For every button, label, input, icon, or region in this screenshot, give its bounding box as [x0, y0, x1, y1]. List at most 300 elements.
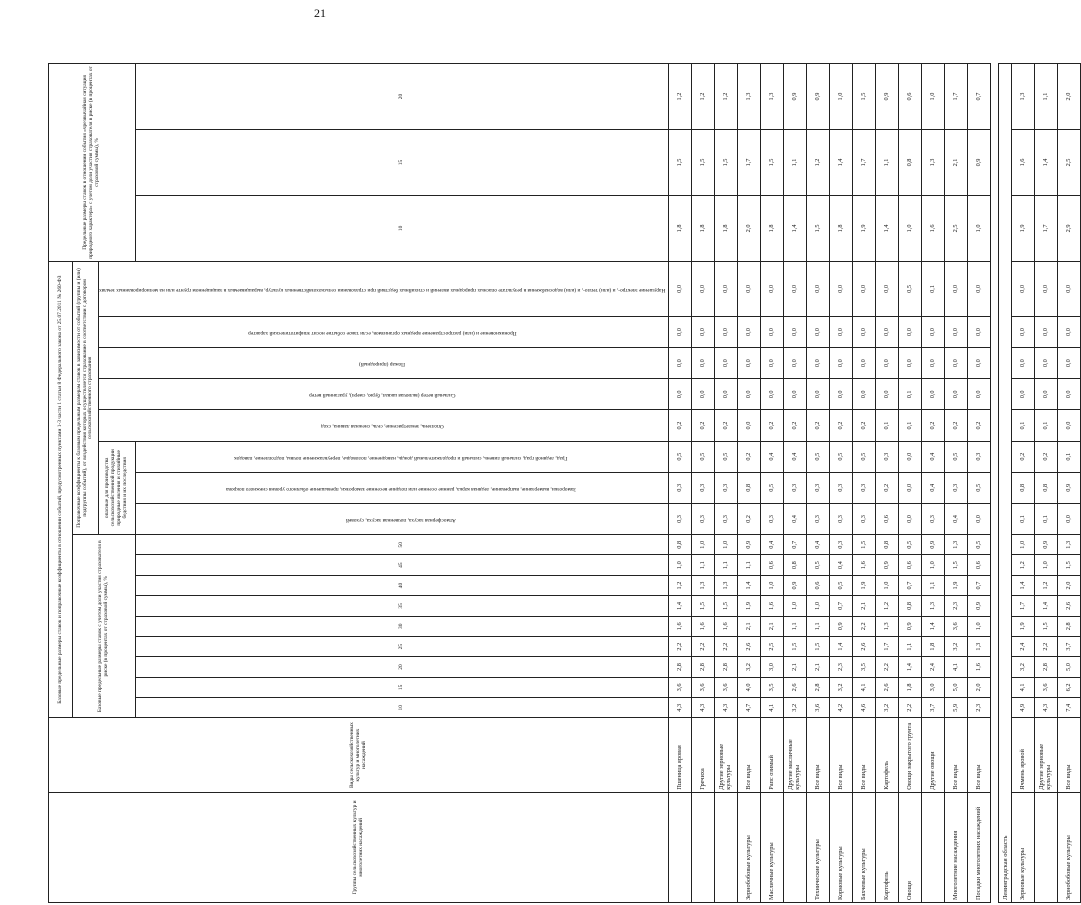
special-pct-header: 20 — [136, 64, 669, 130]
base-rate-cell: 2,4 — [1012, 636, 1035, 656]
special-rate-cell: 0,9 — [876, 64, 899, 130]
special-rate-cell: 1,8 — [669, 195, 692, 261]
base-rate-cell: 1,4 — [1035, 596, 1058, 616]
base-rate-cell: 4,1 — [853, 677, 876, 697]
header-special: Предельные размеры ставок в отношении события «чрезвычайная ситуация природного характера» с учетом доли участия страхователя в риске (в процентах от страховой суммы), % — [49, 64, 136, 262]
base-rate-cell: 1,5 — [784, 636, 807, 656]
base-rate-cell: 0,6 — [807, 575, 830, 595]
coefficient-cell: 0,0 — [922, 316, 945, 347]
coefficient-cell: 0,0 — [761, 316, 784, 347]
row-group — [922, 792, 945, 902]
pct-header: 35 — [136, 596, 669, 616]
special-rate-cell: 2,1 — [945, 130, 968, 196]
coefficient-cell: 0,0 — [899, 348, 922, 379]
coefficient-cell: 0,0 — [1035, 348, 1058, 379]
coefficient-cell: 0,1 — [922, 261, 945, 316]
base-rate-cell: 2,8 — [1058, 616, 1081, 636]
coefficient-cell: 0,0 — [692, 316, 715, 347]
base-rate-cell: 0,4 — [807, 535, 830, 555]
base-rate-cell: 2,1 — [853, 596, 876, 616]
coefficient-cell: 0,3 — [807, 503, 830, 534]
coefficient-cell: 0,0 — [830, 261, 853, 316]
special-rate-cell: 1,1 — [876, 130, 899, 196]
base-rate-cell: 3,2 — [830, 677, 853, 697]
base-rate-cell: 2,5 — [761, 636, 784, 656]
coefficient-cell: 0,3 — [830, 472, 853, 503]
base-rate-cell: 0,9 — [738, 535, 761, 555]
table-row — [784, 64, 807, 903]
coefficient-cell: 0,0 — [830, 348, 853, 379]
base-rate-cell: 1,3 — [1058, 535, 1081, 555]
coefficient-cell: 0,2 — [784, 410, 807, 441]
pct-header: 40 — [136, 575, 669, 595]
region-row — [999, 64, 1012, 903]
base-rate-cell: 1,0 — [715, 535, 738, 555]
base-rate-cell: 1,9 — [853, 575, 876, 595]
coefficient-cell: 0,0 — [968, 348, 991, 379]
coefficient-cell: 0,0 — [853, 379, 876, 410]
coef-header-4: Оползень, землетрясение, сель, снежная лавина, сход — [320, 423, 444, 430]
coefficient-cell: 0,0 — [784, 348, 807, 379]
base-rate-cell: 0,8 — [669, 535, 692, 555]
coefficient-cell: 0,0 — [853, 261, 876, 316]
base-rate-cell: 2,2 — [715, 636, 738, 656]
base-rate-cell: 3,6 — [1035, 677, 1058, 697]
coefficient-cell: 0,4 — [761, 441, 784, 472]
base-rate-cell: 1,4 — [1012, 575, 1035, 595]
base-rate-cell: 2,8 — [715, 657, 738, 677]
table-row — [669, 64, 692, 903]
coefficient-cell: 0,0 — [738, 316, 761, 347]
coefficient-cell: 0,2 — [738, 441, 761, 472]
row-crop: Все виды — [807, 718, 830, 792]
coefficient-cell: 0,0 — [669, 379, 692, 410]
coefficient-cell: 0,0 — [945, 261, 968, 316]
special-rate-cell: 2,0 — [738, 195, 761, 261]
base-rate-cell: 3,6 — [945, 616, 968, 636]
coefficient-cell: 0,3 — [807, 472, 830, 503]
region-title: Ленинградская область — [999, 64, 1012, 903]
base-rate-cell: 1,4 — [830, 636, 853, 656]
coefficient-cell: 0,0 — [715, 348, 738, 379]
base-rate-cell: 0,9 — [876, 555, 899, 575]
special-rate-cell: 1,4 — [830, 130, 853, 196]
row-crop: Все виды — [945, 718, 968, 792]
coefficient-cell: 0,0 — [899, 472, 922, 503]
coefficient-cell: 0,1 — [1012, 410, 1035, 441]
base-rate-cell: 6,2 — [1058, 677, 1081, 697]
base-rate-cell: 3,6 — [807, 698, 830, 718]
base-rate-cell: 0,5 — [830, 575, 853, 595]
base-rate-cell: 4,3 — [1035, 698, 1058, 718]
special-rate-cell: 0,9 — [968, 130, 991, 196]
table-row — [1035, 64, 1058, 903]
base-rate-cell: 2,0 — [1058, 575, 1081, 595]
coefficient-cell: 0,1 — [1012, 503, 1035, 534]
base-rate-cell: 2,2 — [669, 636, 692, 656]
table-body — [669, 64, 1081, 903]
base-rate-cell: 1,4 — [669, 596, 692, 616]
row-crop: Все виды — [853, 718, 876, 792]
coefficient-cell: 0,0 — [922, 348, 945, 379]
coefficient-cell: 0,0 — [1035, 261, 1058, 316]
base-rate-cell: 2,2 — [899, 698, 922, 718]
base-rate-cell: 0,8 — [784, 555, 807, 575]
coefficient-cell: 0,0 — [922, 379, 945, 410]
special-rate-cell: 1,4 — [876, 195, 899, 261]
coefficient-cell: 0,2 — [1035, 441, 1058, 472]
base-rate-cell: 1,2 — [1035, 575, 1058, 595]
coefficient-cell: 0,5 — [692, 441, 715, 472]
row-crop: Гречиха — [692, 718, 715, 792]
base-rate-cell: 0,5 — [899, 535, 922, 555]
special-rate-cell: 1,3 — [1012, 64, 1035, 130]
base-rate-cell: 1,3 — [715, 575, 738, 595]
base-rate-cell: 2,2 — [853, 616, 876, 636]
base-rate-cell: 2,8 — [807, 677, 830, 697]
base-rate-cell: 1,0 — [807, 596, 830, 616]
coefficient-cell: 0,0 — [1058, 410, 1081, 441]
coefficient-cell: 0,0 — [1058, 348, 1081, 379]
coefficient-cell: 0,0 — [968, 379, 991, 410]
table-row — [899, 64, 922, 903]
base-rate-cell: 0,9 — [922, 535, 945, 555]
base-rate-cell: 3,6 — [715, 677, 738, 697]
base-rate-cell: 2,3 — [945, 596, 968, 616]
coefficient-cell: 0,2 — [945, 410, 968, 441]
base-rate-cell: 4,0 — [738, 677, 761, 697]
special-rate-cell: 2,0 — [1058, 64, 1081, 130]
coefficient-cell: 0,1 — [1035, 410, 1058, 441]
base-rate-cell: 4,3 — [669, 698, 692, 718]
base-rate-cell: 1,6 — [853, 555, 876, 575]
special-rate-cell: 1,4 — [1035, 130, 1058, 196]
row-crop: Все виды — [738, 718, 761, 792]
base-rate-cell: 1,6 — [715, 616, 738, 636]
base-rate-cell: 1,6 — [692, 616, 715, 636]
coefficient-cell: 0,3 — [669, 472, 692, 503]
base-rate-cell: 0,6 — [899, 555, 922, 575]
row-group: Зернобобовые культуры — [738, 792, 761, 902]
base-rate-cell: 2,2 — [876, 657, 899, 677]
special-rate-cell: 1,1 — [784, 130, 807, 196]
coefficient-cell: 0,0 — [784, 316, 807, 347]
coefficient-cell: 0,0 — [853, 348, 876, 379]
base-rate-cell: 3,7 — [922, 698, 945, 718]
coefficient-cell: 0,0 — [669, 348, 692, 379]
table-row — [761, 64, 784, 903]
coef-header-1: Атмосферная засуха, почвенная засуха, суховей — [345, 516, 456, 523]
table-row — [1012, 64, 1035, 903]
base-rate-cell: 0,4 — [761, 535, 784, 555]
special-rate-cell: 1,9 — [1012, 195, 1035, 261]
base-rate-cell: 2,1 — [738, 616, 761, 636]
special-rate-cell: 1,9 — [853, 195, 876, 261]
coefficient-cell: 0,2 — [830, 410, 853, 441]
base-rate-cell: 4,9 — [1012, 698, 1035, 718]
coefficient-cell: 0,5 — [715, 441, 738, 472]
coefficient-cell: 0,5 — [761, 472, 784, 503]
coefficient-cell: 0,0 — [1035, 379, 1058, 410]
coefficient-cell: 0,0 — [807, 316, 830, 347]
coefficient-cell: 0,0 — [876, 348, 899, 379]
coef-header-6: Пожар (природный) — [359, 361, 406, 368]
coefficient-cell: 0,1 — [876, 410, 899, 441]
row-group: Многолетние насаждения — [945, 792, 968, 902]
base-rate-cell: 0,5 — [807, 555, 830, 575]
base-rate-cell: 0,7 — [784, 535, 807, 555]
base-rate-cell: 1,7 — [876, 636, 899, 656]
base-rate-cell: 2,2 — [692, 636, 715, 656]
row-group — [784, 792, 807, 902]
coefficient-cell: 0,0 — [899, 503, 922, 534]
coefficient-cell: 0,3 — [853, 472, 876, 503]
base-rate-cell: 1,5 — [945, 555, 968, 575]
header-base-rates: Базовые предельные размеры ставок с учетом доли участия страхователя в риске (в процентах от страховой суммы), % — [73, 535, 136, 718]
special-pct-header: 15 — [136, 130, 669, 196]
base-rate-cell: 2,3 — [830, 657, 853, 677]
base-rate-cell: 2,3 — [968, 698, 991, 718]
table-row — [830, 64, 853, 903]
base-rate-cell: 0,4 — [830, 555, 853, 575]
coefficient-cell: 0,5 — [899, 261, 922, 316]
row-crop: Пшеница яровая — [669, 718, 692, 792]
base-rate-cell: 0,9 — [830, 616, 853, 636]
special-rate-cell: 1,2 — [807, 130, 830, 196]
base-rate-cell: 1,3 — [876, 616, 899, 636]
coefficient-cell: 0,1 — [1035, 503, 1058, 534]
table-row — [1058, 64, 1081, 903]
coefficient-cell: 0,5 — [968, 472, 991, 503]
base-rate-cell: 0,9 — [784, 575, 807, 595]
coefficient-cell: 0,0 — [692, 261, 715, 316]
base-rate-cell: 1,4 — [899, 657, 922, 677]
coefficient-cell: 0,0 — [669, 316, 692, 347]
base-rate-cell: 2,8 — [692, 657, 715, 677]
base-rate-cell: 2,2 — [1035, 636, 1058, 656]
special-rate-cell: 1,7 — [945, 64, 968, 130]
special-rate-cell: 1,5 — [692, 130, 715, 196]
coefficient-cell: 0,2 — [1012, 441, 1035, 472]
table-row — [876, 64, 899, 903]
special-rate-cell: 2,5 — [945, 195, 968, 261]
coefficient-cell: 0,0 — [876, 316, 899, 347]
base-rate-cell: 1,5 — [715, 596, 738, 616]
coefficient-cell: 0,0 — [968, 261, 991, 316]
row-crop: Ячмень яровой — [1012, 718, 1035, 792]
base-rate-cell: 1,7 — [1012, 596, 1035, 616]
special-rate-cell: 1,0 — [830, 64, 853, 130]
special-rate-cell: 1,5 — [761, 130, 784, 196]
row-crop: Картофель — [876, 718, 899, 792]
special-rate-cell: 1,0 — [968, 195, 991, 261]
base-rate-cell: 1,1 — [715, 555, 738, 575]
base-rate-cell: 1,5 — [692, 596, 715, 616]
coefficient-cell: 0,8 — [1035, 472, 1058, 503]
base-rate-cell: 4,7 — [738, 698, 761, 718]
coefficient-cell: 0,4 — [784, 503, 807, 534]
coefficient-cell: 0,0 — [738, 261, 761, 316]
coefficient-cell: 0,6 — [876, 503, 899, 534]
row-group: Технические культуры — [807, 792, 830, 902]
coefficient-cell: 0,2 — [807, 410, 830, 441]
base-rate-cell: 1,1 — [692, 555, 715, 575]
base-rate-cell: 0,9 — [968, 596, 991, 616]
base-rate-cell: 1,0 — [692, 535, 715, 555]
base-rate-cell: 2,6 — [853, 636, 876, 656]
coefficient-cell: 0,0 — [945, 316, 968, 347]
header-coefficients: Поправочные коэффициенты к базовым предельным размерам ставок в зависимости от событий (группы и (или) подгруппы событий), от воздействия которых осуществляется страхование в соответствии с договором сельскохозяйственного страхования — [73, 261, 99, 534]
special-rate-cell: 1,2 — [692, 64, 715, 130]
header-main-title: Базовые предельные размеры ставок и поправочные коэффициенты в отношении событий, предусмотренных пунктами 1-3 части 1 статьи 8 Федерального закона от 25.07.2011 № 260-ФЗ — [49, 261, 73, 718]
coefficient-cell: 0,2 — [715, 410, 738, 441]
coefficient-cell: 0,3 — [968, 441, 991, 472]
coefficient-cell: 0,0 — [715, 379, 738, 410]
coefficient-cell: 0,0 — [968, 503, 991, 534]
pct-header: 20 — [136, 657, 669, 677]
base-rate-cell: 4,1 — [761, 698, 784, 718]
base-rate-cell: 4,2 — [830, 698, 853, 718]
special-rate-cell: 2,5 — [1058, 130, 1081, 196]
pct-header: 45 — [136, 555, 669, 575]
row-crop: Все виды — [830, 718, 853, 792]
pct-header: 30 — [136, 616, 669, 636]
special-rate-cell: 1,8 — [830, 195, 853, 261]
coefficient-cell: 0,4 — [922, 441, 945, 472]
coefficient-cell: 0,0 — [715, 261, 738, 316]
coefficient-cell: 0,0 — [761, 348, 784, 379]
coefficient-cell: 0,0 — [784, 261, 807, 316]
coefficient-cell: 0,0 — [899, 316, 922, 347]
special-rate-cell: 1,5 — [669, 130, 692, 196]
special-rate-cell: 1,2 — [669, 64, 692, 130]
base-rate-cell: 3,6 — [692, 677, 715, 697]
base-rate-cell: 1,5 — [853, 535, 876, 555]
base-rate-cell: 0,3 — [830, 535, 853, 555]
row-crop: Все виды — [968, 718, 991, 792]
base-rate-cell: 1,5 — [807, 636, 830, 656]
base-rate-cell: 1,5 — [1058, 555, 1081, 575]
row-group: Зерновые культуры — [1012, 792, 1035, 902]
special-rate-cell: 0,9 — [784, 64, 807, 130]
base-rate-cell: 1,3 — [692, 575, 715, 595]
base-rate-cell: 1,0 — [784, 596, 807, 616]
base-rate-cell: 1,2 — [876, 596, 899, 616]
row-group: Масличные культуры — [761, 792, 784, 902]
row-group — [669, 792, 692, 902]
base-rate-cell: 1,8 — [922, 636, 945, 656]
coefficient-cell: 0,2 — [669, 410, 692, 441]
coefficient-cell: 0,3 — [715, 503, 738, 534]
base-rate-cell: 0,7 — [830, 596, 853, 616]
base-rate-cell: 1,9 — [738, 596, 761, 616]
base-rate-cell: 3,5 — [853, 657, 876, 677]
special-rate-cell: 1,3 — [738, 64, 761, 130]
coefficient-cell: 0,0 — [784, 379, 807, 410]
coefficient-cell: 0,4 — [922, 472, 945, 503]
base-rate-cell: 2,6 — [784, 677, 807, 697]
base-rate-cell: 5,0 — [1058, 657, 1081, 677]
special-rate-cell: 1,4 — [784, 195, 807, 261]
coefficient-cell: 0,0 — [876, 379, 899, 410]
base-rate-cell: 1,0 — [922, 555, 945, 575]
base-rate-cell: 1,0 — [669, 555, 692, 575]
base-rate-cell: 2,1 — [807, 657, 830, 677]
header-natural: опасные для производства сельскохозяйственной продукции природные явления и стихийные бедствия и их последствия — [99, 441, 136, 534]
base-rate-cell: 1,4 — [738, 575, 761, 595]
base-rate-cell: 4,3 — [715, 698, 738, 718]
base-rate-cell: 1,1 — [784, 616, 807, 636]
row-group: Кормовые культуры — [830, 792, 853, 902]
row-group: Овощи — [899, 792, 922, 902]
coef-header-5: Сильный ветер (включая шквал, бурю, смерч), ураганный ветер — [308, 392, 456, 399]
special-rate-cell: 1,7 — [853, 130, 876, 196]
coefficient-cell: 0,1 — [899, 379, 922, 410]
base-rate-cell: 1,8 — [899, 677, 922, 697]
base-rate-cell: 2,0 — [968, 677, 991, 697]
table-row — [692, 64, 715, 903]
base-rate-cell: 0,6 — [968, 555, 991, 575]
coefficient-cell: 0,1 — [899, 410, 922, 441]
base-rate-cell: 2,8 — [1035, 657, 1058, 677]
row-group: Картофель — [876, 792, 899, 902]
special-rate-cell: 1,0 — [899, 195, 922, 261]
base-rate-cell: 2,8 — [669, 657, 692, 677]
coefficient-cell: 0,2 — [692, 410, 715, 441]
special-rate-cell: 1,6 — [922, 195, 945, 261]
base-rate-cell: 0,9 — [1035, 535, 1058, 555]
special-rate-cell: 2,9 — [1058, 195, 1081, 261]
row-group: Зернобобовые культуры — [1058, 792, 1081, 902]
coefficient-cell: 0,3 — [669, 503, 692, 534]
coef-header-2: Заморозки, вымерзание, выпревание, ледяная корка, ранние осенние или поздние весенние заморозки, превышение обычного уровня снежного покрова — [225, 485, 576, 492]
coefficient-cell: 0,1 — [1058, 441, 1081, 472]
row-crop: Другие масличные культуры — [784, 718, 807, 792]
special-rate-cell: 1,5 — [807, 195, 830, 261]
base-rate-cell: 5,9 — [945, 698, 968, 718]
table-row — [968, 64, 991, 903]
base-rate-cell: 1,2 — [669, 575, 692, 595]
base-rate-cell: 3,2 — [738, 657, 761, 677]
special-rate-cell: 1,6 — [1012, 130, 1035, 196]
row-group: Бахчевые культуры — [853, 792, 876, 902]
special-rate-cell: 1,3 — [922, 130, 945, 196]
special-rate-cell: 1,7 — [1035, 195, 1058, 261]
base-rate-cell: 1,0 — [968, 616, 991, 636]
coefficient-cell: 0,0 — [738, 410, 761, 441]
base-rate-cell: 1,0 — [1012, 535, 1035, 555]
coefficient-cell: 0,3 — [715, 472, 738, 503]
coefficient-cell: 0,0 — [715, 316, 738, 347]
page-number: 21 — [314, 6, 326, 20]
coefficient-cell: 0,3 — [784, 472, 807, 503]
coefficient-cell: 0,2 — [761, 410, 784, 441]
coefficient-cell: 0,0 — [761, 379, 784, 410]
base-rate-cell: 2,6 — [1058, 596, 1081, 616]
table-row — [738, 64, 761, 903]
coefficient-cell: 0,0 — [1012, 379, 1035, 410]
coefficient-cell: 0,0 — [968, 316, 991, 347]
base-rate-cell: 1,6 — [669, 616, 692, 636]
base-rate-cell: 3,2 — [1012, 657, 1035, 677]
table-row — [945, 64, 968, 903]
coefficient-cell: 0,3 — [692, 472, 715, 503]
pct-header: 15 — [136, 677, 669, 697]
pct-header: 10 — [136, 698, 669, 718]
coefficient-cell: 0,0 — [1012, 316, 1035, 347]
base-rate-cell: 2,1 — [761, 616, 784, 636]
base-rate-cell: 0,6 — [761, 555, 784, 575]
